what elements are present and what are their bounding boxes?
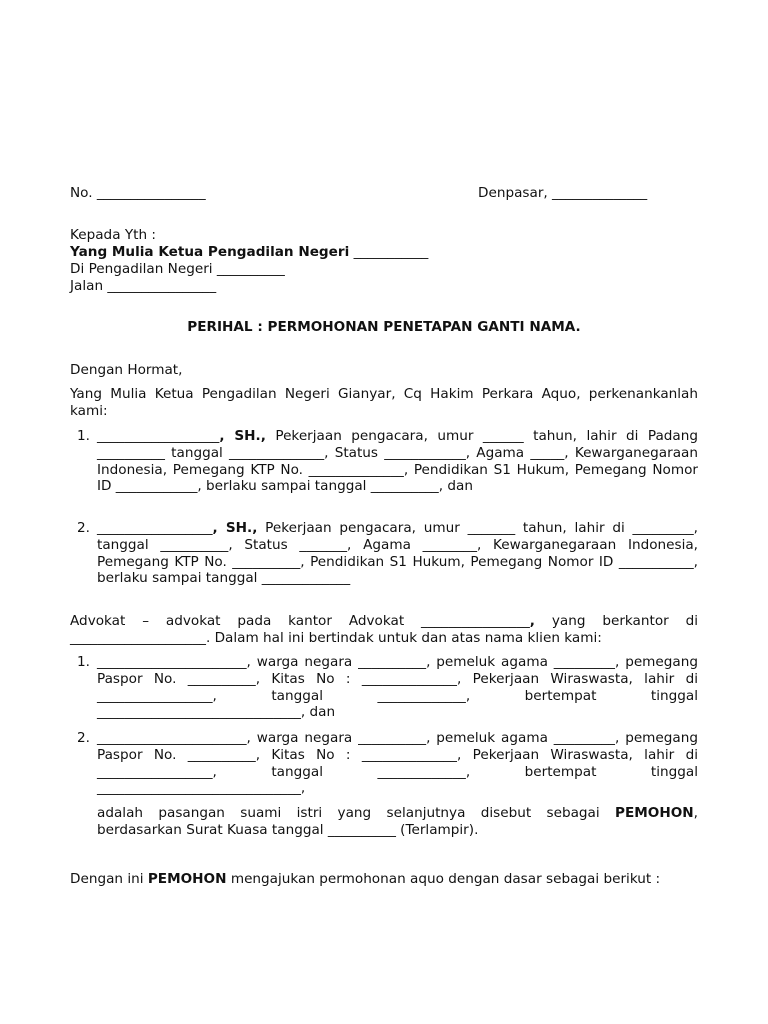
street-line: Jalan ________________ (70, 278, 217, 294)
closing-text-end: mengajukan permohonan aquo dengan dasar sebagai berikut : (226, 871, 661, 887)
client-1-paragraph: ______________________, warga negara __________, pemeluk agama _________, pemegang Paspor No. __________, Kitas No : ______________, Pekerjaan Wiraswasta, lahir di _________________, tanggal _____________, bertempat tinggal ______________________________, dan (97, 654, 698, 721)
place-date: Denpasar, ______________ (478, 185, 648, 201)
client-2-paragraph: ______________________, warga negara __________, pemeluk agama _________, pemegang Paspor No. __________, Kitas No : ______________, Pekerjaan Wiraswasta, lahir di _________________, tanggal _____________, bertempat tinggal ______________________________, (97, 730, 698, 797)
lawyer-2-details: Pekerjaan pengacara, umur _______ tahun, lahir di _________, tanggal __________, Status _______, Agama ________, Kewarganegaraan Indonesia, Pemegang KTP No. __________, Pendidikan S1 Hukum, Pemegang Nomor ID ___________, berlaku sampai tanggal _____________ (97, 520, 698, 587)
lawyer-2-title: , SH., (212, 520, 258, 536)
advocate-paragraph (70, 613, 698, 647)
lawyer-2-number: 2. (77, 520, 90, 536)
recipient-blank: ___________ (349, 244, 429, 260)
lawyer-1-paragraph (97, 428, 698, 495)
lawyer-1-details: Pekerjaan pengacara, umur ______ tahun, lahir di Padang __________ tanggal ______________, Status ____________, Agama _____, Kewarganegaraan Indonesia, Pemegang KTP No. ______________, Pendidikan S1 Hukum, Pemegang Nomor ID ____________, berlaku sampai tanggal __________, dan (97, 428, 698, 495)
subject-heading: PERIHAL : PERMOHONAN PENETAPAN GANTI NAMA. (187, 319, 581, 335)
recipient-title: Yang Mulia Ketua Pengadilan Negeri (70, 244, 350, 260)
lawyer-2-name-blank: _________________ (97, 520, 213, 536)
couple-text-start: adalah pasangan suami istri yang selanjutnya disebut sebagai (97, 805, 616, 821)
couple-petitioner: PEMOHON (615, 805, 694, 821)
greeting: Dengan Hormat, (70, 362, 183, 378)
lawyer-1-number: 1. (77, 428, 90, 444)
recipient-line (70, 244, 428, 261)
client-2-number: 2. (77, 730, 90, 746)
intro-paragraph: Yang Mulia Ketua Pengadilan Negeri Gianyar, Cq Hakim Perkara Aquo, perkenankanlah kami: (70, 386, 698, 419)
advocate-comma: , (529, 613, 535, 629)
couple-paragraph (97, 805, 698, 839)
lawyer-1-title: , SH., (219, 428, 266, 444)
advocate-location: yang berkantor di ____________________. Dalam hal ini bertindak untuk dan atas nama klien kami: (70, 613, 698, 646)
lawyer-1-name-blank: __________________ (97, 428, 220, 444)
couple-text-end: , berdasarkan Surat Kuasa tanggal __________ (Terlampir). (97, 805, 698, 838)
closing-paragraph (70, 871, 698, 888)
advocate-office: Advokat – advokat pada kantor Advokat ________________ (70, 613, 530, 629)
court-line: Di Pengadilan Negeri __________ (70, 261, 285, 277)
lawyer-2-paragraph (97, 520, 698, 587)
closing-text-start: Dengan ini (70, 871, 148, 887)
addressee-label: Kepada Yth : (70, 227, 156, 243)
letter-number: No. ________________ (70, 185, 206, 201)
closing-petitioner: PEMOHON (147, 871, 227, 887)
client-1-number: 1. (77, 654, 90, 670)
